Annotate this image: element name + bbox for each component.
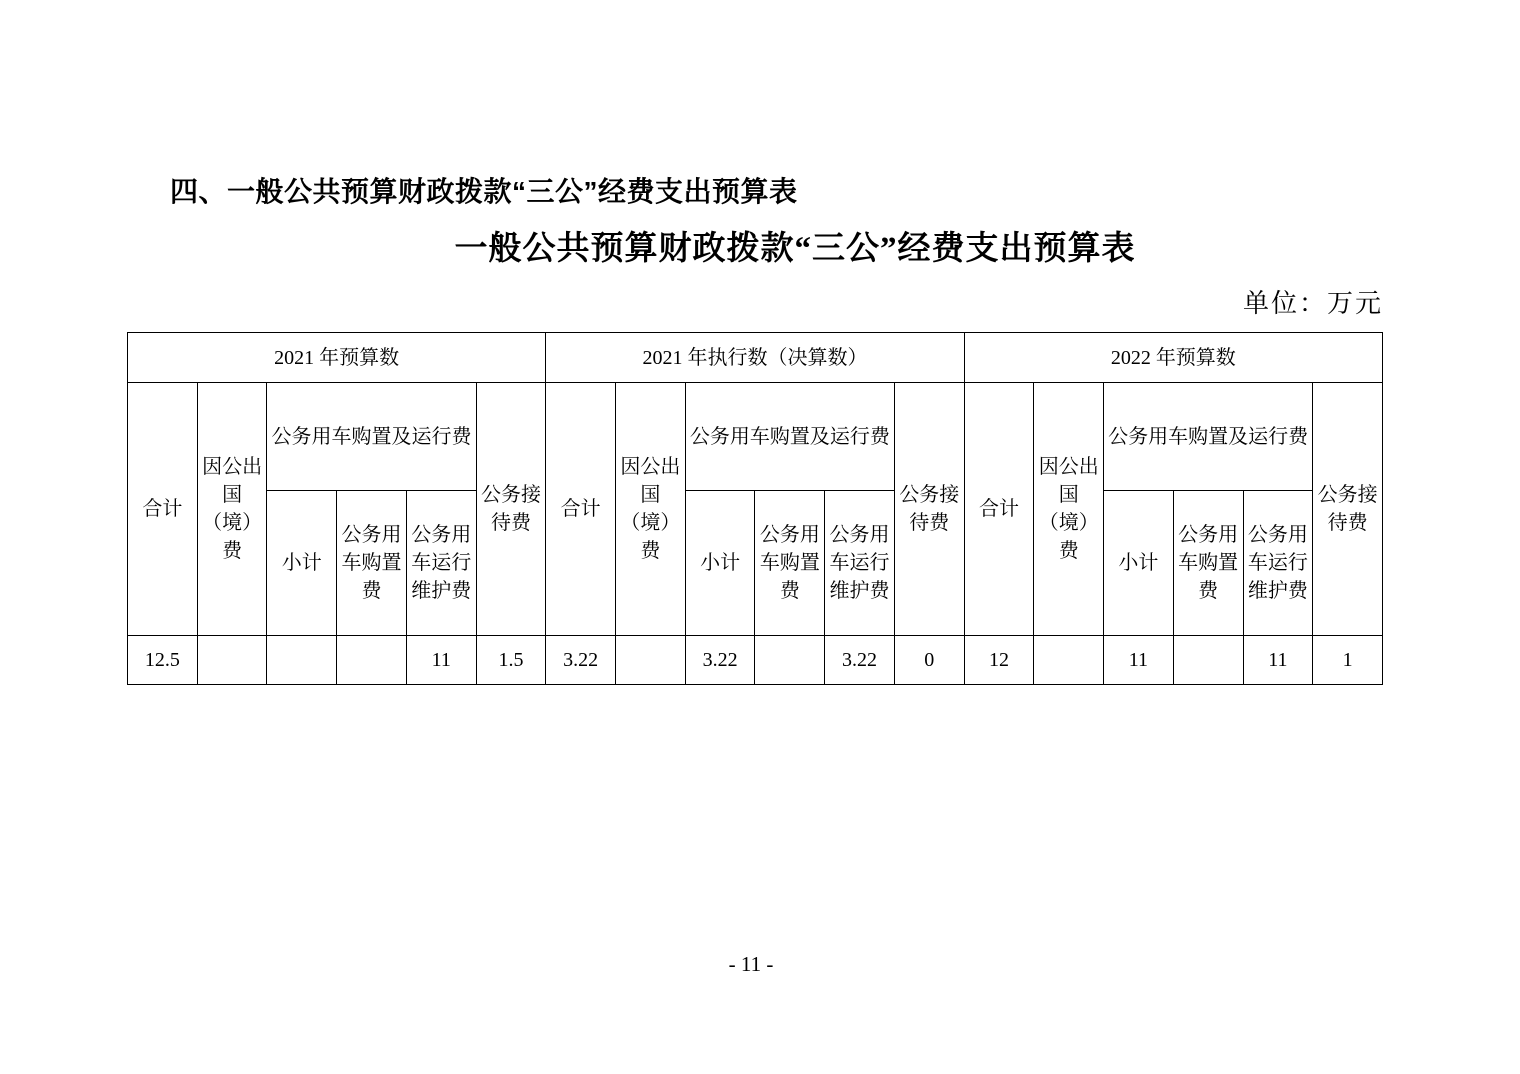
section-heading: 四、一般公共预算财政拨款“三公”经费支出预算表 [170, 176, 798, 207]
cell-g2-vehicle-purchase [755, 636, 825, 685]
header-vehicle-subtotal-g1: 小计 [267, 491, 337, 636]
header-total-g2: 合计 [546, 383, 616, 636]
group-header-2022-budget: 2022 年预算数 [964, 333, 1382, 383]
header-vehicle-g1: 公务用车购置及运行费 [267, 383, 476, 491]
cell-g3-total: 12 [964, 636, 1034, 685]
header-vehicle-purchase-g3: 公务用车购置费 [1173, 491, 1243, 636]
header-total-g1: 合计 [128, 383, 198, 636]
cell-g1-vehicle-purchase [337, 636, 407, 685]
cell-g2-total: 3.22 [546, 636, 616, 685]
header-vehicle-maintenance-g1: 公务用车运行维护费 [406, 491, 476, 636]
cell-g1-abroad [197, 636, 267, 685]
budget-table [127, 332, 1383, 685]
header-vehicle-purchase-g1: 公务用车购置费 [337, 491, 407, 636]
header-vehicle-subtotal-g2: 小计 [685, 491, 755, 636]
header-abroad-g1: 因公出国（境）费 [197, 383, 267, 636]
header-vehicle-subtotal-g3: 小计 [1104, 491, 1174, 636]
header-abroad-g2: 因公出国（境）费 [616, 383, 686, 636]
table-title: 一般公共预算财政拨款“三公”经费支出预算表 [454, 231, 1136, 267]
cell-g2-reception: 0 [894, 636, 964, 685]
cell-g3-vehicle-maintenance: 11 [1243, 636, 1313, 685]
group-header-2021-budget: 2021 年预算数 [128, 333, 546, 383]
cell-g3-abroad [1034, 636, 1104, 685]
header-reception-g3: 公务接待费 [1313, 383, 1383, 636]
header-reception-g2: 公务接待费 [894, 383, 964, 636]
subheader-row-lower [128, 491, 1383, 636]
header-vehicle-purchase-g2: 公务用车购置费 [755, 491, 825, 636]
cell-g1-total: 12.5 [128, 636, 198, 685]
cell-g3-vehicle-purchase [1173, 636, 1243, 685]
header-vehicle-g3: 公务用车购置及运行费 [1104, 383, 1313, 491]
page-number: - 11 - [728, 952, 774, 976]
data-row [128, 636, 1383, 685]
cell-g2-vehicle-maintenance: 3.22 [825, 636, 895, 685]
group-header-row [128, 333, 1383, 383]
header-reception-g1: 公务接待费 [476, 383, 546, 636]
header-vehicle-maintenance-g3: 公务用车运行维护费 [1243, 491, 1313, 636]
cell-g3-reception: 1 [1313, 636, 1383, 685]
header-vehicle-g2: 公务用车购置及运行费 [685, 383, 894, 491]
cell-g1-vehicle-maintenance: 11 [406, 636, 476, 685]
unit-label: 单位：万元 [1242, 289, 1383, 318]
cell-g2-abroad [616, 636, 686, 685]
cell-g1-vehicle-subtotal [267, 636, 337, 685]
cell-g3-vehicle-subtotal: 11 [1104, 636, 1174, 685]
header-abroad-g3: 因公出国（境）费 [1034, 383, 1104, 636]
cell-g2-vehicle-subtotal: 3.22 [685, 636, 755, 685]
header-vehicle-maintenance-g2: 公务用车运行维护费 [825, 491, 895, 636]
group-header-2021-actual: 2021 年执行数（决算数） [546, 333, 964, 383]
subheader-row-upper [128, 383, 1383, 491]
cell-g1-reception: 1.5 [476, 636, 546, 685]
header-total-g3: 合计 [964, 383, 1034, 636]
